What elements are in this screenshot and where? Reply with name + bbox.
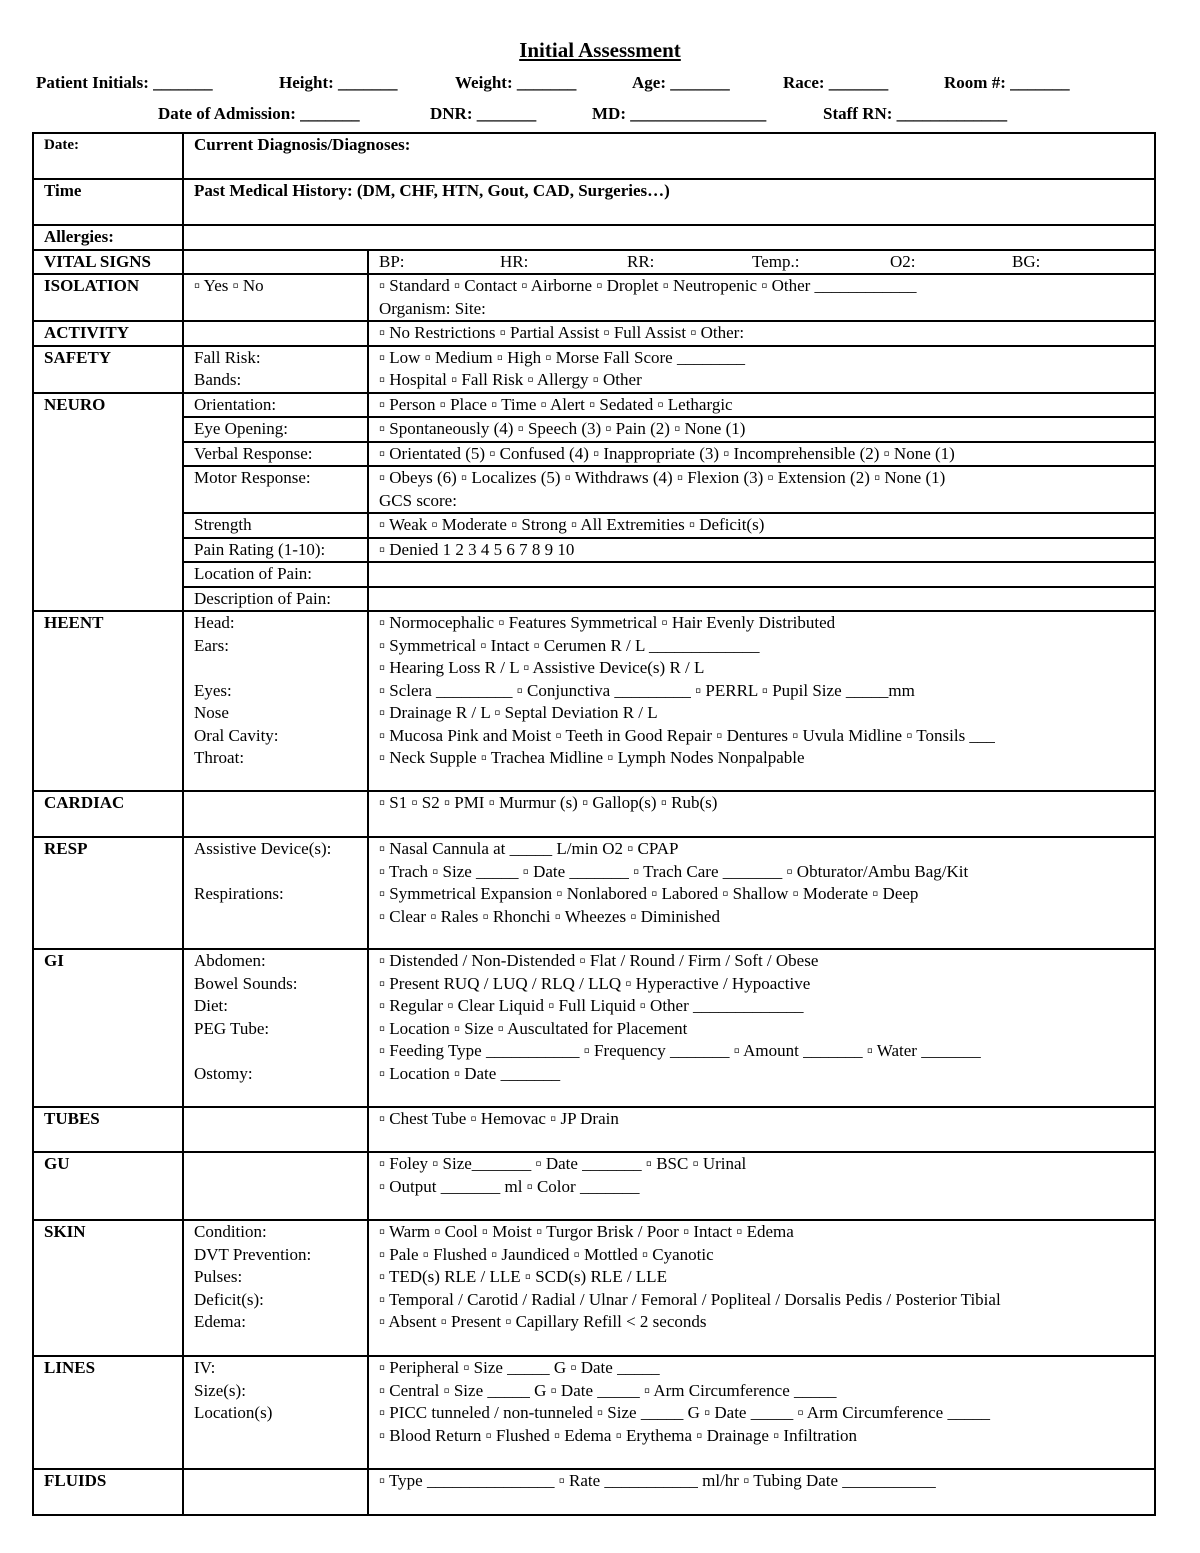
sizes-label: Size(s): xyxy=(194,1380,246,1400)
rr-label: RR: xyxy=(627,251,655,271)
pulses-options[interactable]: ▫ Temporal / Carotid / Radial / Ulnar / Femoral / Popliteal / Dorsalis Pedis / Posterior Tibial xyxy=(379,1289,1001,1309)
md-field[interactable]: MD: ________________ xyxy=(592,104,767,123)
nasal-cannula-options[interactable]: ▫ Nasal Cannula at _____ L/min O2 ▫ CPAP xyxy=(379,839,679,858)
nose-label: Nose xyxy=(194,703,229,722)
room-field[interactable]: Room #: _______ xyxy=(944,73,1070,92)
time-label: Time xyxy=(33,179,183,225)
vital-signs-mid xyxy=(183,250,368,275)
abdomen-options[interactable]: ▫ Distended / Non-Distended ▫ Flat / Round / Firm / Soft / Obese xyxy=(379,951,819,970)
o2-label: O2: xyxy=(890,251,916,271)
fluids-label: FLUIDS xyxy=(33,1469,183,1515)
race-field[interactable]: Race: _______ xyxy=(783,73,889,92)
trach-options[interactable]: ▫ Trach ▫ Size _____ ▫ Date _______ ▫ Trach Care _______ ▫ Obturator/Ambu Bag/Kit xyxy=(379,861,969,881)
allergies-label: Allergies: xyxy=(33,225,183,250)
head-label: Head: xyxy=(194,613,235,632)
eyes-options[interactable]: ▫ Sclera _________ ▫ Conjunctiva _________ ▫ PERRL ▫ Pupil Size _____mm xyxy=(379,680,915,700)
safety-label: SAFETY xyxy=(33,346,183,393)
motor-response-label: Motor Response: xyxy=(194,468,311,487)
orientation-label: Orientation: xyxy=(194,394,277,414)
current-diagnosis-label[interactable]: Current Diagnosis/Diagnoses: xyxy=(183,133,1155,179)
edema-label: Edema: xyxy=(194,1312,246,1331)
breath-sounds-options[interactable]: ▫ Clear ▫ Rales ▫ Rhonchi ▫ Wheezes ▫ Diminished xyxy=(379,906,720,926)
temp-label: Temp.: xyxy=(752,251,800,271)
picc-options[interactable]: ▫ PICC tunneled / non-tunneled ▫ Size _____ G ▫ Date _____ ▫ Arm Circumference _____ xyxy=(379,1403,990,1422)
dvt-prevention-label: DVT Prevention: xyxy=(194,1244,312,1264)
pulses-label: Pulses: xyxy=(194,1267,243,1286)
iv-label: IV: xyxy=(194,1358,216,1377)
bowel-sounds-options[interactable]: ▫ Present RUQ / LUQ / RLQ / LLQ ▫ Hyperactive / Hypoactive xyxy=(379,973,811,993)
height-field[interactable]: Height: _______ xyxy=(279,73,398,92)
bg-label: BG: xyxy=(1012,251,1041,271)
edema-options[interactable]: ▫ Absent ▫ Present ▫ Capillary Refill < 2 seconds xyxy=(379,1312,707,1331)
page-title: Initial Assessment xyxy=(519,38,681,62)
respirations-options[interactable]: ▫ Symmetrical Expansion ▫ Nonlabored ▫ Labored ▫ Shallow ▫ Moderate ▫ Deep xyxy=(379,884,919,903)
ears-options[interactable]: ▫ Symmetrical ▫ Intact ▫ Cerumen R / L _____________ xyxy=(379,635,760,655)
bands-label: Bands: xyxy=(194,370,242,389)
verbal-response-label: Verbal Response: xyxy=(194,443,313,463)
ears-label: Ears: xyxy=(194,635,229,655)
tubes-options[interactable]: ▫ Chest Tube ▫ Hemovac ▫ JP Drain xyxy=(379,1109,619,1128)
location-of-pain-label: Location of Pain: xyxy=(194,564,313,583)
bowel-sounds-label: Bowel Sounds: xyxy=(194,973,298,993)
condition-label: Condition: xyxy=(194,1222,267,1241)
gu-label: GU xyxy=(33,1152,183,1220)
age-field[interactable]: Age: _______ xyxy=(632,73,730,92)
peg-tube-label: PEG Tube: xyxy=(194,1018,270,1038)
staff-rn-field[interactable]: Staff RN: _____________ xyxy=(823,104,1008,123)
dnr-field[interactable]: DNR: _______ xyxy=(430,104,537,123)
lines-label: LINES xyxy=(33,1356,183,1469)
weight-field[interactable]: Weight: _______ xyxy=(455,73,577,92)
eye-opening-label: Eye Opening: xyxy=(194,419,288,438)
eyes-label: Eyes: xyxy=(194,680,232,700)
foley-options[interactable]: ▫ Foley ▫ Size_______ ▫ Date _______ ▫ BSC ▫ Urinal xyxy=(379,1154,747,1173)
verbal-response-options[interactable]: ▫ Orientated (5) ▫ Confused (4) ▫ Inappropriate (3) ▫ Incomprehensible (2) ▫ None (1) xyxy=(379,443,955,463)
allergies-field[interactable] xyxy=(183,225,1155,250)
assessment-table xyxy=(32,132,1156,1516)
past-medical-history-label[interactable]: Past Medical History: (DM, CHF, HTN, Gout, CAD, Surgeries…) xyxy=(183,179,1155,225)
activity-label: ACTIVITY xyxy=(33,321,183,346)
isolation-yes-no[interactable]: ▫ Yes ▫ No xyxy=(194,276,264,295)
central-options[interactable]: ▫ Central ▫ Size _____ G ▫ Date _____ ▫ Arm Circumference _____ xyxy=(379,1380,837,1400)
bands-options[interactable]: ▫ Hospital ▫ Fall Risk ▫ Allergy ▫ Other xyxy=(379,370,642,389)
cardiac-label: CARDIAC xyxy=(33,791,183,837)
condition-options[interactable]: ▫ Warm ▫ Cool ▫ Moist ▫ Turgor Brisk / Poor ▫ Intact ▫ Edema xyxy=(379,1222,794,1241)
location-of-pain-field[interactable] xyxy=(368,562,1155,587)
output-options[interactable]: ▫ Output _______ ml ▫ Color _______ xyxy=(379,1176,640,1196)
description-of-pain-field[interactable] xyxy=(368,587,1155,612)
skin-label: SKIN xyxy=(33,1220,183,1356)
fall-risk-options[interactable]: ▫ Low ▫ Medium ▫ High ▫ Morse Fall Score ________ xyxy=(379,347,745,367)
neuro-label: NEURO xyxy=(33,393,183,612)
motor-response-options[interactable]: ▫ Obeys (6) ▫ Localizes (5) ▫ Withdraws (4) ▫ Flexion (3) ▫ Extension (2) ▫ None (1) xyxy=(379,468,946,487)
oral-cavity-label: Oral Cavity: xyxy=(194,725,279,745)
throat-label: Throat: xyxy=(194,748,245,767)
fluids-options[interactable]: ▫ Type _______________ ▫ Rate ___________ ml/hr ▫ Tubing Date ___________ xyxy=(379,1471,936,1490)
peg-tube-options[interactable]: ▫ Location ▫ Size ▫ Auscultated for Placement xyxy=(379,1018,688,1038)
gi-label: GI xyxy=(33,949,183,1107)
cardiac-options[interactable]: ▫ S1 ▫ S2 ▫ PMI ▫ Murmur (s) ▫ Gallop(s) ▫ Rub(s) xyxy=(379,793,718,812)
ostomy-options[interactable]: ▫ Location ▫ Date _______ xyxy=(379,1063,561,1083)
activity-options[interactable]: ▫ No Restrictions ▫ Partial Assist ▫ Full Assist ▫ Other: xyxy=(379,323,745,342)
pain-rating-label: Pain Rating (1-10): xyxy=(194,539,326,559)
resp-label: RESP xyxy=(33,837,183,949)
date-of-admission-field[interactable]: Date of Admission: _______ xyxy=(158,104,360,123)
diet-label: Diet: xyxy=(194,996,228,1015)
bp-label: BP: xyxy=(379,251,405,271)
color-options[interactable]: ▫ Pale ▫ Flushed ▫ Jaundiced ▫ Mottled ▫ Cyanotic xyxy=(379,1244,714,1264)
strength-label: Strength xyxy=(194,515,252,534)
pain-rating-options[interactable]: ▫ Denied 1 2 3 4 5 6 7 8 9 10 xyxy=(379,539,575,559)
vital-signs-label: VITAL SIGNS xyxy=(33,250,183,275)
heent-label: HEENT xyxy=(33,611,183,791)
assistive-device-label: Assistive Device(s): xyxy=(194,839,332,858)
gcs-score-label[interactable]: GCS score: xyxy=(379,490,457,510)
patient-initials-field[interactable]: Patient Initials: _______ xyxy=(36,73,213,92)
head-options[interactable]: ▫ Normocephalic ▫ Features Symmetrical ▫ Hair Evenly Distributed xyxy=(379,613,836,632)
eye-opening-options[interactable]: ▫ Spontaneously (4) ▫ Speech (3) ▫ Pain (2) ▫ None (1) xyxy=(379,419,746,438)
tubes-label: TUBES xyxy=(33,1107,183,1152)
strength-options[interactable]: ▫ Weak ▫ Moderate ▫ Strong ▫ All Extremities ▫ Deficit(s) xyxy=(379,515,765,534)
hearing-options[interactable]: ▫ Hearing Loss R / L ▫ Assistive Device(s) R / L xyxy=(379,658,705,677)
hr-label: HR: xyxy=(500,251,529,271)
dvt-options[interactable]: ▫ TED(s) RLE / LLE ▫ SCD(s) RLE / LLE xyxy=(379,1267,667,1286)
feeding-options[interactable]: ▫ Feeding Type ___________ ▫ Frequency _______ ▫ Amount _______ ▫ Water _______ xyxy=(379,1041,981,1060)
abdomen-label: Abdomen: xyxy=(194,951,266,970)
respirations-label: Respirations: xyxy=(194,884,284,903)
deficits-label: Deficit(s): xyxy=(194,1289,264,1309)
locations-label: Location(s) xyxy=(194,1403,273,1422)
vital-signs-fields[interactable] xyxy=(368,250,1155,275)
date-label: Date: xyxy=(33,133,183,179)
nose-options[interactable]: ▫ Drainage R / L ▫ Septal Deviation R / L xyxy=(379,703,658,722)
fall-risk-label: Fall Risk: xyxy=(194,347,261,367)
throat-options[interactable]: ▫ Neck Supple ▫ Trachea Midline ▫ Lymph Nodes Nonpalpable xyxy=(379,748,805,767)
line-status-options[interactable]: ▫ Blood Return ▫ Flushed ▫ Edema ▫ Erythema ▫ Drainage ▫ Infiltration xyxy=(379,1425,858,1445)
isolation-organism-site[interactable]: Organism: Site: xyxy=(379,298,486,318)
peripheral-options[interactable]: ▫ Peripheral ▫ Size _____ G ▫ Date _____ xyxy=(379,1358,660,1377)
description-of-pain-label: Description of Pain: xyxy=(194,588,331,608)
diet-options[interactable]: ▫ Regular ▫ Clear Liquid ▫ Full Liquid ▫ Other _____________ xyxy=(379,996,804,1015)
orientation-options[interactable]: ▫ Person ▫ Place ▫ Time ▫ Alert ▫ Sedated ▫ Lethargic xyxy=(379,394,733,414)
oral-cavity-options[interactable]: ▫ Mucosa Pink and Moist ▫ Teeth in Good Repair ▫ Dentures ▫ Uvula Midline ▫ Tonsils ___ xyxy=(379,725,995,745)
isolation-options[interactable]: ▫ Standard ▫ Contact ▫ Airborne ▫ Droplet ▫ Neutropenic ▫ Other ____________ xyxy=(379,276,917,295)
isolation-label: ISOLATION xyxy=(33,274,183,321)
ostomy-label: Ostomy: xyxy=(194,1063,253,1083)
